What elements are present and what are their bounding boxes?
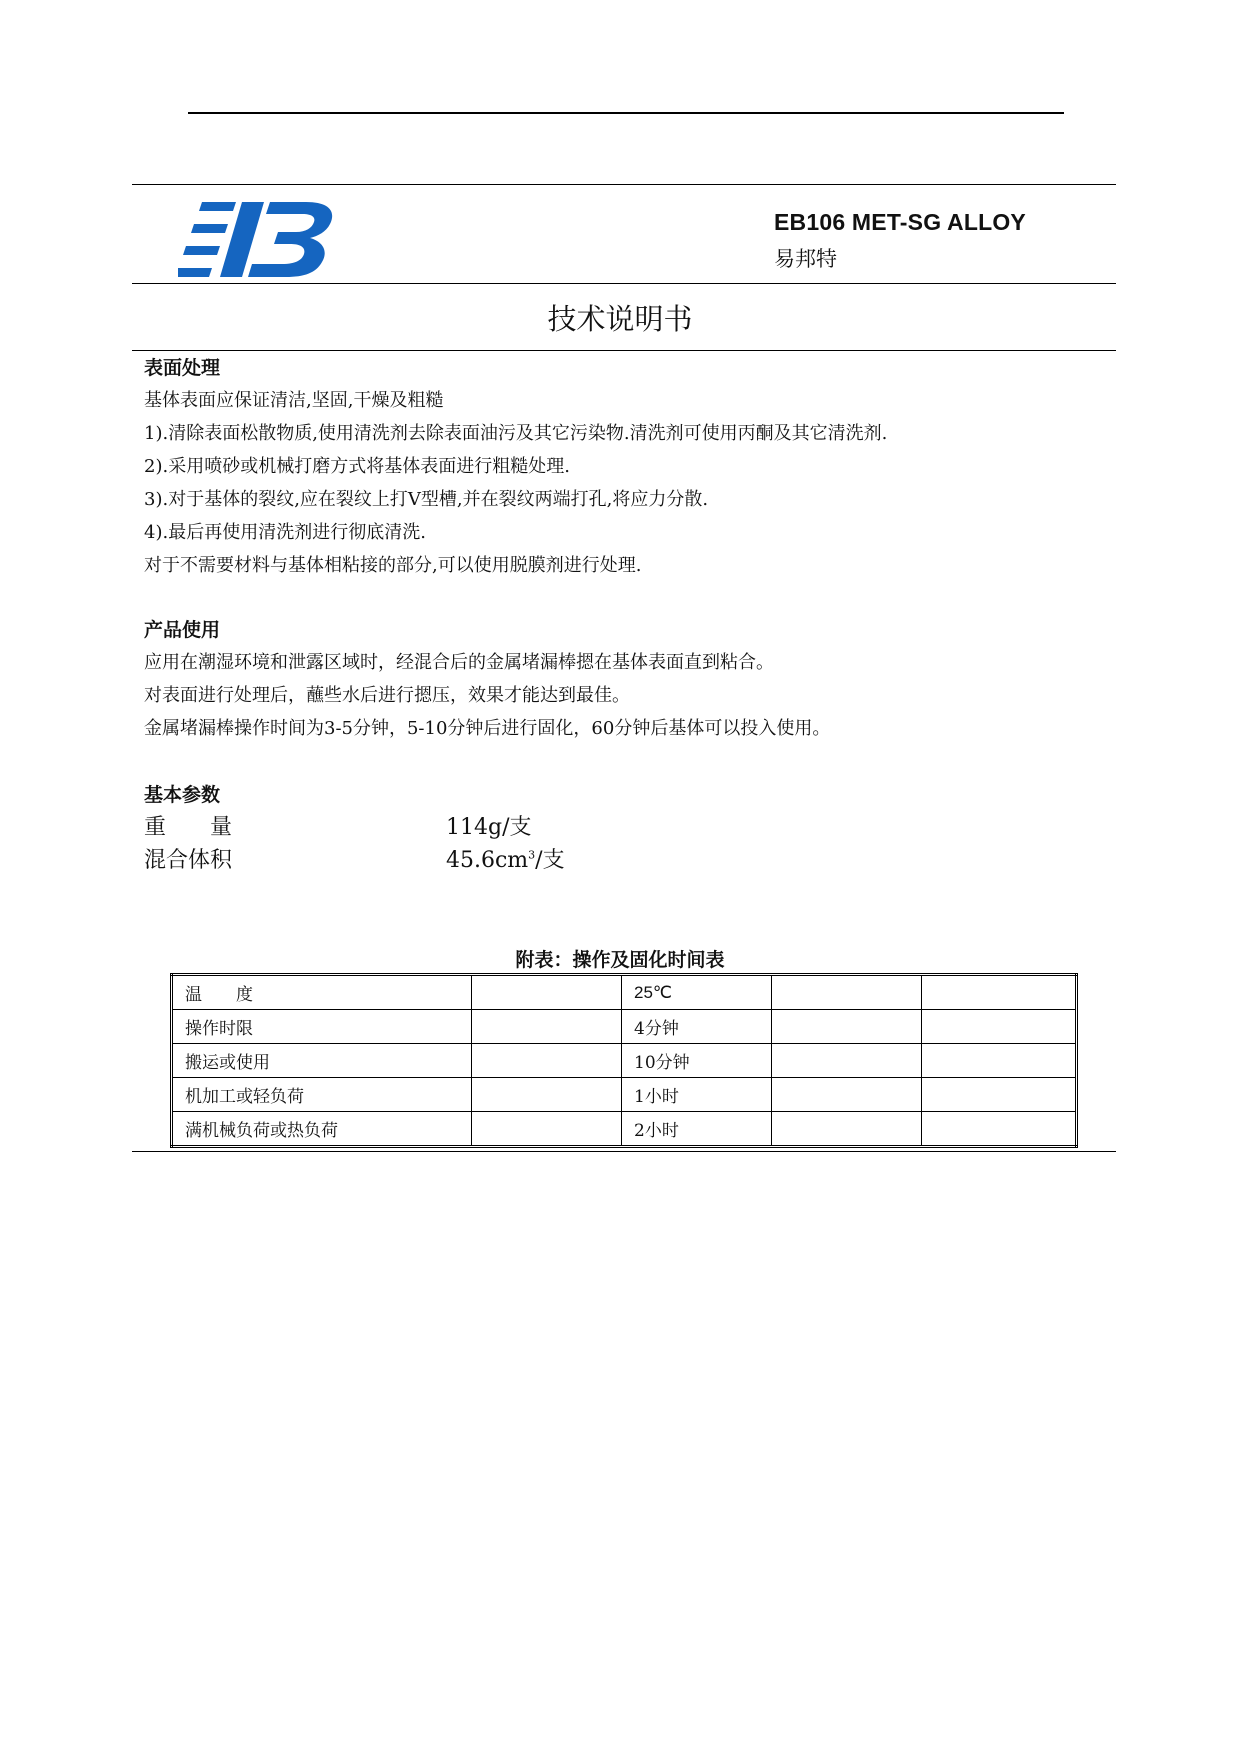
table-row [172,1010,1077,1044]
table-cell: 10分钟 [622,1044,772,1078]
basic-params-heading: 基本参数 [144,784,221,806]
table-cell [472,975,622,1010]
table-cell: 2小时 [622,1112,772,1147]
table-cell [772,1044,922,1078]
table-cell: 搬运或使用 [172,1044,472,1078]
cure-time-table [170,973,1078,1148]
table-cell: 操作时限 [172,1010,472,1044]
surface-treatment-line: 对于不需要材料与基体相粘接的部分,可以使用脱膜剂进行处理. [144,555,642,576]
table-cell [922,1010,1077,1044]
table-cell: 4分钟 [622,1010,772,1044]
surface-treatment-line: 3).对于基体的裂纹,应在裂纹上打V型槽,并在裂纹两端打孔,将应力分散. [144,489,709,510]
table-cell: 满机械负荷或热负荷 [172,1112,472,1147]
table-cell [772,1010,922,1044]
title-top-rule [132,283,1116,284]
table-row [172,1044,1077,1078]
table-cell [472,1112,622,1147]
table-cell [922,1044,1077,1078]
weight-value: 114g/支 [446,815,532,840]
volume-value-unit: /支 [535,848,565,873]
table-row [172,975,1077,1010]
table-cell [922,1078,1077,1112]
table-cell [472,1078,622,1112]
table-cell [922,975,1077,1010]
product-usage-line: 金属堵漏棒操作时间为3-5分钟，5-10分钟后进行固化，60分钟后基体可以投入使用。 [144,718,831,739]
surface-treatment-line: 4).最后再使用清洗剂进行彻底清洗. [144,522,426,543]
table-cell [772,1112,922,1147]
product-code: EB106 MET-SG ALLOY [774,209,1026,235]
document-title: 技术说明书 [547,302,693,336]
title-bottom-rule [132,350,1116,351]
table-row [172,1112,1077,1147]
product-usage-line: 对表面进行处理后，蘸些水后进行摁压，效果才能达到最佳。 [144,685,630,706]
surface-treatment-line: 基体表面应保证清洁,坚固,干燥及粗糙 [144,390,444,411]
table-cell: 温 度 [172,975,472,1010]
volume-value-number: 45.6cm [446,848,529,873]
surface-treatment-line: 1).清除表面松散物质,使用清洗剂去除表面油污及其它污染物.清洗剂可使用丙酮及其它清洗剂. [144,423,888,444]
header-top-rule [132,184,1116,185]
bottom-rule [132,1151,1116,1152]
weight-label: 重 量 [144,815,233,840]
table-cell [472,1010,622,1044]
volume-value-exponent: 3 [528,848,536,862]
table-cell [922,1112,1077,1147]
volume-label: 混合体积 [144,848,233,873]
table-row [172,1078,1077,1112]
surface-treatment-heading: 表面处理 [144,357,221,379]
product-usage-line: 应用在潮湿环境和泄露区域时，经混合后的金属堵漏棒摁在基体表面直到粘合。 [144,652,774,673]
top-rule [188,112,1064,114]
brand-name: 易邦特 [774,247,837,271]
volume-value [446,843,565,874]
eb-logo-icon [178,202,338,278]
table-cell: 机加工或轻负荷 [172,1078,472,1112]
surface-treatment-line: 2).采用喷砂或机械打磨方式将基体表面进行粗糙处理. [144,456,570,477]
table-cell: 25℃ [622,975,772,1010]
table-cell [472,1044,622,1078]
table-caption: 附表：操作及固化时间表 [515,949,725,971]
product-usage-heading: 产品使用 [144,619,221,641]
table-cell: 1小时 [622,1078,772,1112]
table-cell [772,1078,922,1112]
table-cell [772,975,922,1010]
